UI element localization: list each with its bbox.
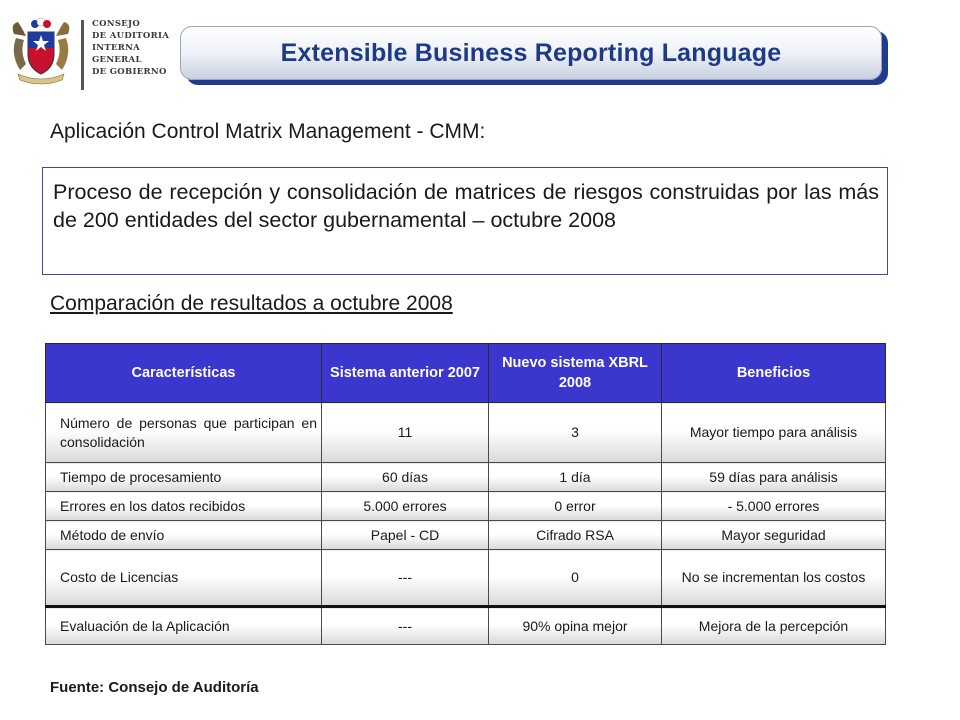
table-cell: Número de personas que participan en consolidación bbox=[46, 403, 322, 463]
table-cell: Cifrado RSA bbox=[489, 521, 662, 550]
col-header-nuevo-sistema: Nuevo sistema XBRL 2008 bbox=[489, 344, 662, 403]
table-cell: 3 bbox=[489, 403, 662, 463]
source-note: Fuente: Consejo de Auditoría bbox=[50, 679, 259, 696]
table-cell: 1 día bbox=[489, 463, 662, 492]
banner-title: Extensible Business Reporting Language bbox=[280, 38, 782, 67]
title-banner bbox=[180, 26, 882, 80]
subtitle: Aplicación Control Matrix Management - CMM: bbox=[50, 120, 486, 143]
table-cell: Costo de Licencias bbox=[46, 550, 322, 607]
table-row bbox=[46, 492, 886, 521]
results-table bbox=[45, 343, 886, 645]
table-cell: 90% opina mejor bbox=[489, 607, 662, 645]
col-header-caracteristicas: Características bbox=[46, 344, 322, 403]
table-cell: 11 bbox=[322, 403, 489, 463]
coat-of-arms-logo bbox=[6, 14, 76, 86]
table-cell: Tiempo de procesamiento bbox=[46, 463, 322, 492]
table-row bbox=[46, 607, 886, 645]
table-row bbox=[46, 463, 886, 492]
table-row bbox=[46, 403, 886, 463]
table-cell: - 5.000 errores bbox=[662, 492, 886, 521]
table-row bbox=[46, 521, 886, 550]
col-header-sistema-anterior: Sistema anterior 2007 bbox=[322, 344, 489, 403]
col-header-beneficios: Beneficios bbox=[662, 344, 886, 403]
table-cell: Errores en los datos recibidos bbox=[46, 492, 322, 521]
table-cell: No se incrementan los costos bbox=[662, 550, 886, 607]
table-header-row bbox=[46, 344, 886, 403]
organization-name: CONSEJO DE AUDITORIA INTERNA GENERAL DE GOBIERNO bbox=[92, 19, 170, 77]
table-cell: Mejora de la percepción bbox=[662, 607, 886, 645]
table-cell: Mayor tiempo para análisis bbox=[662, 403, 886, 463]
table-row bbox=[46, 550, 886, 607]
table-cell: --- bbox=[322, 550, 489, 607]
comparison-title: Comparación de resultados a octubre 2008 bbox=[50, 292, 453, 315]
table-cell: 60 días bbox=[322, 463, 489, 492]
table-cell: 0 bbox=[489, 550, 662, 607]
table-cell: Mayor seguridad bbox=[662, 521, 886, 550]
table-cell: 0 error bbox=[489, 492, 662, 521]
table-cell: Evaluación de la Aplicación bbox=[46, 607, 322, 645]
table-cell: 5.000 errores bbox=[322, 492, 489, 521]
table-cell: Papel - CD bbox=[322, 521, 489, 550]
header-divider bbox=[81, 20, 84, 90]
table-cell: --- bbox=[322, 607, 489, 645]
description-box: Proceso de recepción y consolidación de matrices de riesgos construidas por las más de 200 entidades del sector gubernamental – octubre 2008 bbox=[42, 167, 888, 275]
table-cell: Método de envío bbox=[46, 521, 322, 550]
table-cell: 59 días para análisis bbox=[662, 463, 886, 492]
